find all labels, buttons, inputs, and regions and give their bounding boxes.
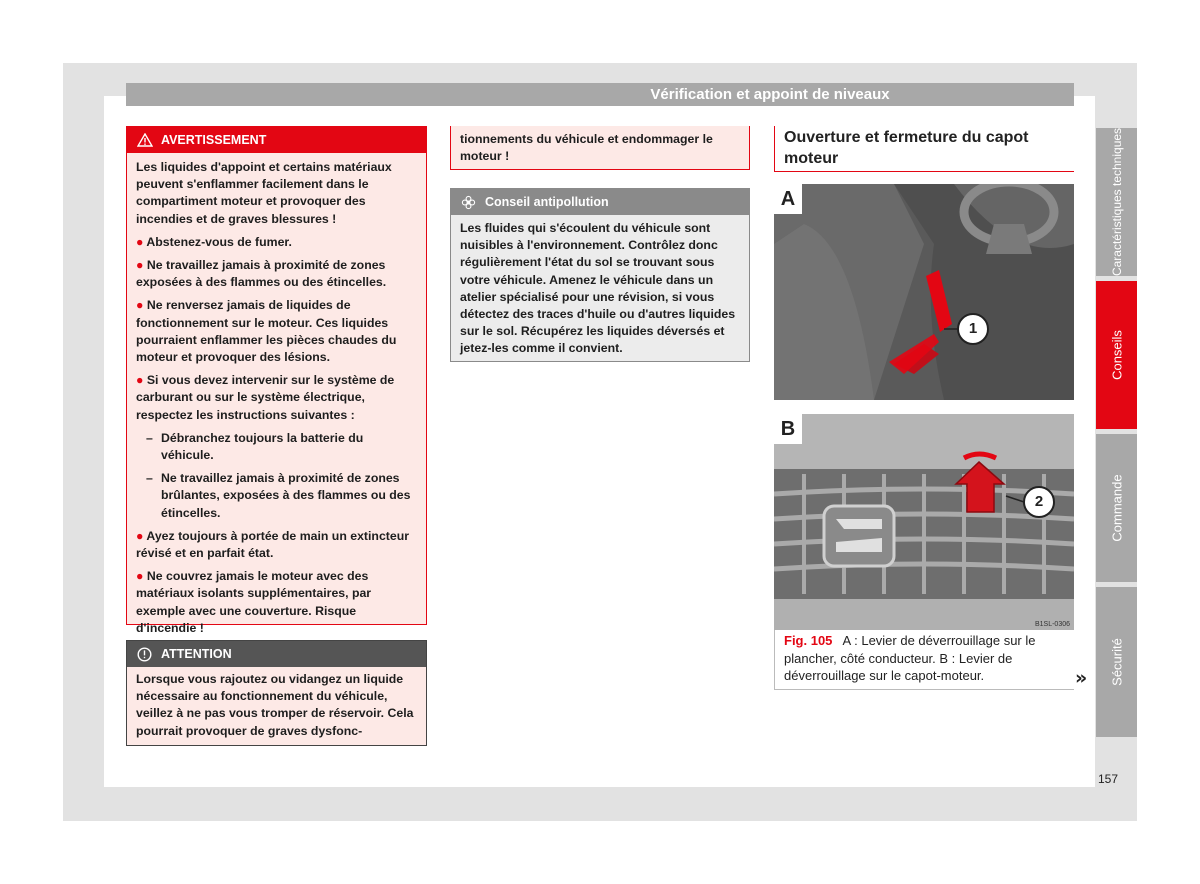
attention-continued: tionnements du véhicule et endommager le moteur ! xyxy=(450,126,750,170)
warning-intro: Les liquides d'appoint et certains matériaux peuvent s'enflammer facilement dans le compartiment moteur et provoquer des incendies et de graves blessures ! xyxy=(136,160,392,226)
list-item: ● Ne renversez jamais de liquides de fonctionnement sur le moteur. Ces liquides pourraient enflammer les pièces chaudes du moteur et provoquer des lésions. xyxy=(136,298,397,365)
image-code: B1SL-0306 xyxy=(1034,621,1070,628)
attention-box xyxy=(126,640,427,746)
environment-header xyxy=(451,189,749,215)
environment-label: Conseil antipollution xyxy=(485,195,609,209)
environment-box xyxy=(450,188,750,362)
tab-conseils[interactable]: Conseils xyxy=(1096,281,1137,429)
figure-panel-a xyxy=(774,184,1074,400)
continue-marker: » xyxy=(1075,667,1088,689)
sub-list-item: – Ne travaillez jamais à proximité de zones brûlantes, exposées à des flammes ou des étincelles. xyxy=(146,471,411,520)
warning-header xyxy=(127,127,426,153)
section-title: Ouverture et fermeture du capot moteur xyxy=(774,126,1074,172)
environment-text: Les fluides qui s'écoulent du véhicule sont nuisibles à l'environnement. Contrôlez donc régulièrement l'état du sol se trouvant sous votre véhicule. Amenez le véhicule dans un atelier spécialisé pour une révision, si vous détectez des traces d'huile ou d'autres liquides sur le sol. Récupérez les liquides déversés et jetez-les comme il convient. xyxy=(460,221,736,356)
page-title: Vérification et appoint de niveaux xyxy=(650,86,890,103)
panel-b-label: B xyxy=(774,414,802,444)
figure-caption xyxy=(774,630,1074,690)
figure-caption-text: A : Levier de déverrouillage sur le plancher, côté conducteur. B : Levier de déverrouillage sur le capot-moteur. xyxy=(784,633,1036,683)
list-item: ● Abstenez-vous de fumer. xyxy=(136,234,292,249)
list-item: ● Si vous devez intervenir sur le système de carburant ou sur le système électrique, respectez les instructions suivantes : xyxy=(136,373,395,422)
list-item: ● Ayez toujours à portée de main un extincteur révisé et en parfait état. xyxy=(136,528,410,561)
tab-caracteristiques-techniques[interactable]: Caractéristiques techniques xyxy=(1096,128,1137,276)
hood-lever-illustration xyxy=(774,414,1074,630)
warning-box xyxy=(126,126,427,635)
tab-commande[interactable]: Commande xyxy=(1096,434,1137,582)
attention-label: ATTENTION xyxy=(161,647,232,661)
warning-label: AVERTISSEMENT xyxy=(161,133,267,147)
panel-a-label: A xyxy=(774,184,802,214)
callout-1: 1 xyxy=(968,320,978,337)
flower-icon xyxy=(461,195,476,210)
tab-securite[interactable]: Sécurité xyxy=(1096,587,1137,737)
callout-2: 2 xyxy=(1034,493,1044,510)
floor-lever-illustration xyxy=(774,184,1074,400)
sub-list-item: – Débranchez toujours la batterie du véhicule. xyxy=(146,430,364,463)
figure-caption-label: Fig. 105 xyxy=(784,633,833,648)
attention-text: Lorsque vous rajoutez ou vidangez un liquide nécessaire au fonctionnement du véhicule, veillez à ne pas vous tromper de réservoir. Cela pourrait provoquer de graves dysfonc- xyxy=(136,672,414,738)
figure xyxy=(774,184,1074,630)
page-header xyxy=(126,83,1074,106)
figure-panel-b xyxy=(774,414,1074,630)
attention-header xyxy=(127,641,426,667)
list-item: ● Ne couvrez jamais le moteur avec des matériaux isolants supplémentaires, par exemple avec une couverture. Risque d'incendie ! xyxy=(136,569,372,635)
page-number: 157 xyxy=(1098,772,1119,786)
list-item: ● Ne travaillez jamais à proximité de zones exposées à des flammes ou des étincelles. xyxy=(136,258,387,290)
info-circle-icon xyxy=(137,647,152,662)
warning-triangle-icon xyxy=(137,133,153,147)
